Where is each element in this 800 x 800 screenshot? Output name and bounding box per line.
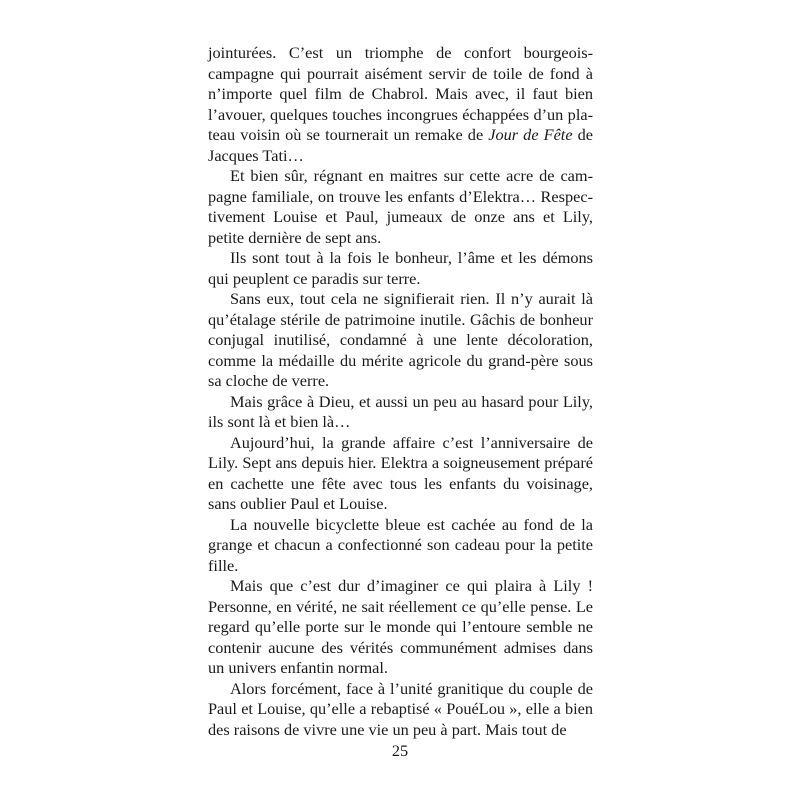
paragraph xyxy=(208,166,593,248)
paragraph xyxy=(208,515,593,577)
paragraph xyxy=(208,679,593,741)
paragraph xyxy=(208,433,593,515)
paragraph xyxy=(208,289,593,392)
page-number: 25 xyxy=(391,741,409,760)
paragraph-text: Mais grâce à Dieu, et aussi un peu au hasard pour Lily, ils sont là et bien là… xyxy=(208,391,593,431)
paragraph-text: Et bien sûr, régnant en maitres sur cette acre de campagne familiale, on trouve les enfants d’Elektra… Respectivement Louise et Paul, jumeaux de onze ans et Lily, petite dernière de sept ans. xyxy=(208,166,593,247)
italic-title: Jour de Fête xyxy=(488,125,573,144)
paragraph-text: Mais que c’est dur d’imaginer ce qui plaira à Lily ! Personne, en vérité, ne sait réellement ce qu’elle pense. Le regard qu’elle porte sur le monde qui l’entoure semble ne contenir aucune des vérités communément admises dans un univers enfantin normal. xyxy=(208,576,593,677)
paragraph-text: Ils sont tout à la fois le bonheur, l’âme et les démons qui peuplent ce paradis sur terre. xyxy=(208,248,593,288)
paragraph-text: Sans eux, tout cela ne signifierait rien. Il n’y aurait là qu’étalage stérile de patrimoine inutile. Gâchis de bonheur conjugal inutilisé, condamné à une lente décoloration, comme la médaille du mérite agricole du grand-père sous sa cloche de verre. xyxy=(208,289,593,390)
paragraph xyxy=(208,43,593,166)
paragraph-text: Aujourd’hui, la grande affaire c’est l’anniversaire de Lily. Sept ans depuis hier. Elektra a soigneusement préparé en cachette une fête avec tous les enfants du voisinage, sans oublier Paul et Louise. xyxy=(208,432,593,513)
body-text xyxy=(208,43,593,740)
paragraph-text: de Jacques Tati… xyxy=(208,125,593,165)
paragraph xyxy=(208,576,593,679)
paragraph-text: La nouvelle bicyclette bleue est cachée au fond de la grange et chacun a confectionné son cadeau pour la petite fille. xyxy=(208,514,593,575)
paragraph-text: jointurées. C’est un triomphe de confort bourgeois-campagne qui pourrait aisément servir de toile de fond à n’importe quel film de Chabrol. Mais avec, il faut bien l’avouer, quelques touches incongrues échappées d’un plateau voisin où se tournerait un remake de xyxy=(208,43,593,144)
paragraph xyxy=(208,392,593,433)
paragraph xyxy=(208,248,593,289)
paragraph-text: Alors forcément, face à l’unité granitique du couple de Paul et Louise, qu’elle a rebaptisé « PouéLou », elle a bien des raisons de vivre une vie un peu à part. Mais tout de xyxy=(208,678,593,739)
